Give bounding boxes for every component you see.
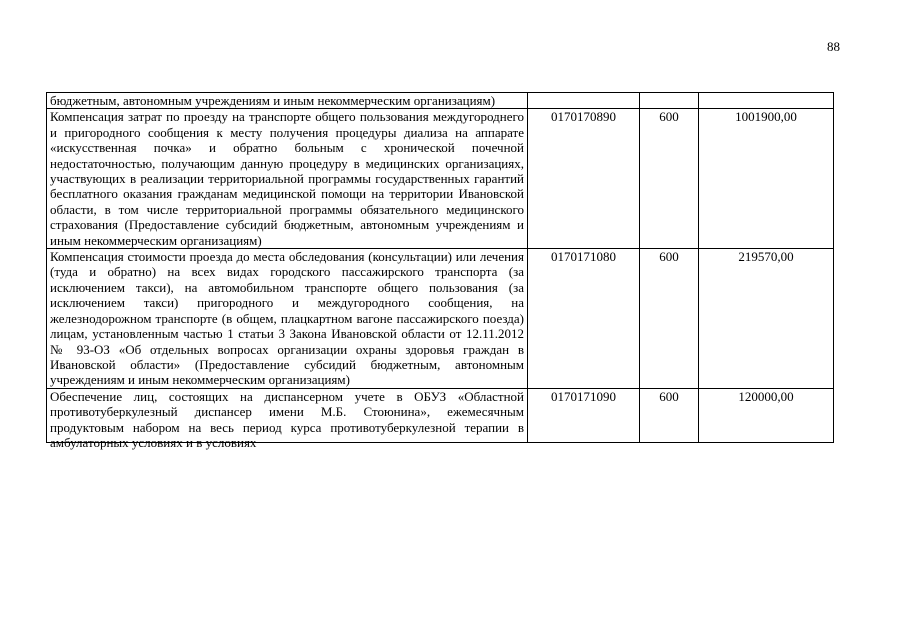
row-type: 600	[659, 109, 679, 125]
row-type: 600	[659, 249, 679, 265]
row-name-cell	[47, 249, 528, 389]
row-name: Компенсация затрат по проезду на транспорте общего пользования междугороднего и пригородного сообщения к месту получения процедуры диализа на аппарате «искусственная почка» и обратно больным с хронической почечной недостаточностью, получающим данную процедуру в медицинских организациях, участвующих в реализации территориальной программы государственных гарантий бесплатного оказания гражданам медицинской помощи на территории Ивановской области, в том числе территориальной программы обязательного медицинского страхования (Предоставление субсидий бюджетным, автономным учреждениям и иным некоммерческим организациям)	[50, 109, 524, 248]
table-row	[47, 249, 834, 389]
row-code-cell	[528, 388, 640, 442]
row-name: бюджетным, автономным учреждениям и иным некоммерческим организациям)	[50, 93, 496, 108]
row-sum: 219570,00	[738, 249, 794, 265]
row-sum-cell	[699, 388, 834, 442]
row-code-cell	[528, 93, 640, 109]
row-name-cell	[47, 109, 528, 249]
row-type-cell	[640, 249, 699, 389]
row-sum-cell	[699, 93, 834, 109]
table-row	[47, 388, 834, 442]
row-sum-cell	[699, 109, 834, 249]
row-name: Обеспечение лиц, состоящих на диспансерном учете в ОБУЗ «Областной противотуберкулезный диспансер имени М.Б. Стоюнина», ежемесячным продуктовым набором на весь период курса противотуберкулезной терапии в амбулаторных условиях и в условиях	[50, 388, 524, 450]
table-row	[47, 109, 834, 249]
row-sum: 120000,00	[738, 388, 794, 404]
table-row	[47, 93, 834, 109]
row-name: Компенсация стоимости проезда до места обследования (консультации) или лечения (туда и обратно) на всех видах городского пассажирского транспорта (за исключением такси), на автомобильном транспорте общего пользования (за исключением такси) пригородного и междугородного сообщения, на железнодорожном транспорте (в общем, плацкартном вагоне пассажирского поезда) лицам, установленным частью 1 статьи 3 Закона Ивановской области от 12.11.2012 № 93-ОЗ «Об отдельных вопросах организации охраны здоровья граждан в Ивановской области» (Предоставление субсидий бюджетным, автономным учреждениям и иным некоммерческим организациям)	[50, 249, 524, 388]
row-code-cell	[528, 249, 640, 389]
row-sum-cell	[699, 249, 834, 389]
row-code: 0170170890	[551, 109, 616, 125]
row-type-cell	[640, 109, 699, 249]
row-type-cell	[640, 93, 699, 109]
page-number: 88	[827, 39, 840, 54]
row-name-cell	[47, 388, 528, 450]
row-code-cell	[528, 109, 640, 249]
row-type: 600	[659, 388, 679, 404]
row-code: 0170171090	[551, 388, 616, 404]
row-type-cell	[640, 388, 699, 442]
row-sum: 1001900,00	[735, 109, 797, 125]
row-code: 0170171080	[551, 249, 616, 265]
budget-table	[46, 92, 834, 450]
row-name-cell	[47, 93, 528, 109]
